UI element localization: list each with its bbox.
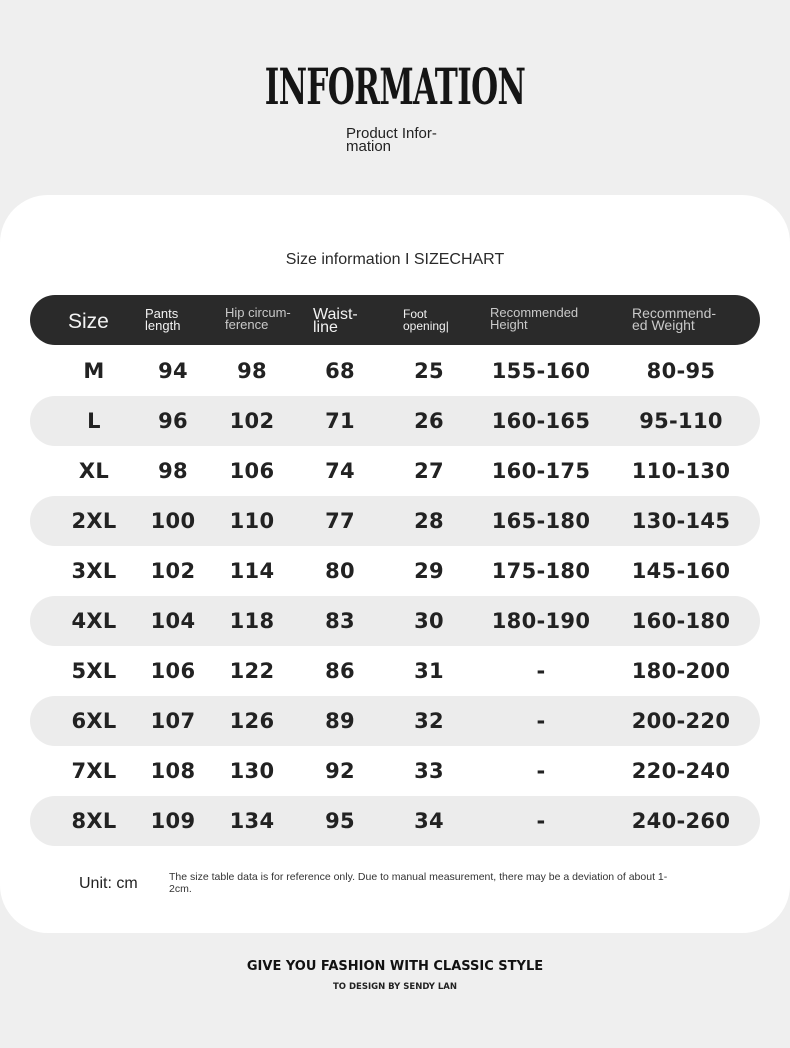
cell-hip: 122	[229, 659, 275, 683]
cell-hip: 118	[229, 609, 275, 633]
cell-foot-opening: 25	[414, 359, 444, 383]
cell-size: 3XL	[71, 559, 117, 583]
cell-hip: 110	[229, 509, 275, 533]
cell-hip: 98	[237, 359, 267, 383]
size-chart-header	[30, 295, 760, 345]
cell-waistline: 89	[325, 709, 355, 733]
cell-foot-opening: 34	[414, 809, 444, 833]
table-row	[30, 796, 760, 846]
table-row	[30, 746, 760, 796]
cell-waistline: 74	[325, 459, 355, 483]
cell-height: 160-175	[491, 459, 591, 483]
cell-weight: 180-200	[631, 659, 731, 683]
cell-height: 180-190	[491, 609, 591, 633]
cell-pants-length: 109	[150, 809, 196, 833]
cell-size: 4XL	[71, 609, 117, 633]
cell-size: 5XL	[71, 659, 117, 683]
cell-waistline: 68	[325, 359, 355, 383]
cell-foot-opening: 29	[414, 559, 444, 583]
cell-size: XL	[78, 459, 110, 483]
cell-size: 2XL	[71, 509, 117, 533]
cell-waistline: 77	[325, 509, 355, 533]
cell-weight: 95-110	[639, 409, 723, 433]
table-row	[30, 696, 760, 746]
table-row	[30, 446, 760, 496]
cell-foot-opening: 26	[414, 409, 444, 433]
table-row	[30, 496, 760, 546]
cell-height: -	[536, 759, 546, 783]
cell-hip: 114	[229, 559, 275, 583]
column-header-waistline: Waist- line	[313, 306, 358, 336]
column-header-foot-opening: Foot opening|	[403, 307, 449, 333]
cell-weight: 130-145	[631, 509, 731, 533]
cell-foot-opening: 30	[414, 609, 444, 633]
cell-foot-opening: 32	[414, 709, 444, 733]
cell-pants-length: 107	[150, 709, 196, 733]
cell-pants-length: 106	[150, 659, 196, 683]
table-row	[30, 646, 760, 696]
footer-credit: TO DESIGN BY SENDY LAN	[332, 982, 457, 992]
cell-size: L	[87, 409, 101, 433]
cell-weight: 145-160	[631, 559, 731, 583]
cell-foot-opening: 28	[414, 509, 444, 533]
cell-pants-length: 100	[150, 509, 196, 533]
cell-hip: 102	[229, 409, 275, 433]
column-header-height: Recommended Height	[490, 305, 579, 332]
cell-height: 165-180	[491, 509, 591, 533]
cell-height: 160-165	[491, 409, 591, 433]
cell-waistline: 92	[325, 759, 355, 783]
size-chart-title: Size information I SIZECHART	[285, 251, 505, 268]
cell-foot-opening: 33	[414, 759, 444, 783]
cell-hip: 134	[229, 809, 275, 833]
cell-height: -	[536, 809, 546, 833]
cell-foot-opening: 27	[414, 459, 444, 483]
table-row	[30, 596, 760, 646]
column-header-hip: Hip circum- ference	[225, 305, 291, 332]
footer-tagline: GIVE YOU FASHION WITH CLASSIC STYLE	[246, 959, 544, 974]
cell-weight: 160-180	[631, 609, 731, 633]
column-header-weight: Recommend- ed Weight	[632, 305, 717, 333]
cell-size: 8XL	[71, 809, 117, 833]
size-chart-card	[0, 195, 790, 933]
cell-pants-length: 96	[158, 409, 188, 433]
page-subtitle: Product Infor- mation	[346, 125, 437, 155]
cell-hip: 126	[229, 709, 275, 733]
cell-waistline: 71	[325, 409, 355, 433]
cell-waistline: 80	[325, 559, 355, 583]
cell-weight: 110-130	[631, 459, 731, 483]
cell-waistline: 86	[325, 659, 355, 683]
cell-pants-length: 104	[150, 609, 196, 633]
cell-height: 155-160	[491, 359, 591, 383]
cell-pants-length: 98	[158, 459, 188, 483]
cell-weight: 80-95	[646, 359, 716, 383]
cell-height: -	[536, 659, 546, 683]
cell-hip: 130	[229, 759, 275, 783]
cell-size: 6XL	[71, 709, 117, 733]
table-row	[30, 396, 760, 446]
table-row	[30, 546, 760, 596]
cell-pants-length: 102	[150, 559, 196, 583]
cell-height: 175-180	[491, 559, 591, 583]
cell-waistline: 95	[325, 809, 355, 833]
table-row	[30, 346, 760, 396]
cell-size: 7XL	[71, 759, 117, 783]
column-header-pants-length: Pants length	[145, 306, 181, 333]
cell-hip: 106	[229, 459, 275, 483]
cell-weight: 240-260	[631, 809, 731, 833]
cell-size: M	[83, 359, 105, 383]
cell-foot-opening: 31	[414, 659, 444, 683]
measurement-note: The size table data is for reference only. Due to manual measurement, there may be a deviation of about 1-2cm.	[169, 871, 668, 895]
unit-label: Unit: cm	[79, 875, 138, 892]
cell-weight: 200-220	[631, 709, 731, 733]
cell-height: -	[536, 709, 546, 733]
cell-weight: 220-240	[631, 759, 731, 783]
column-header-size: Size	[68, 310, 109, 333]
page-title: INFORMATION	[264, 57, 526, 116]
cell-waistline: 83	[325, 609, 355, 633]
cell-pants-length: 94	[158, 359, 188, 383]
cell-pants-length: 108	[150, 759, 196, 783]
